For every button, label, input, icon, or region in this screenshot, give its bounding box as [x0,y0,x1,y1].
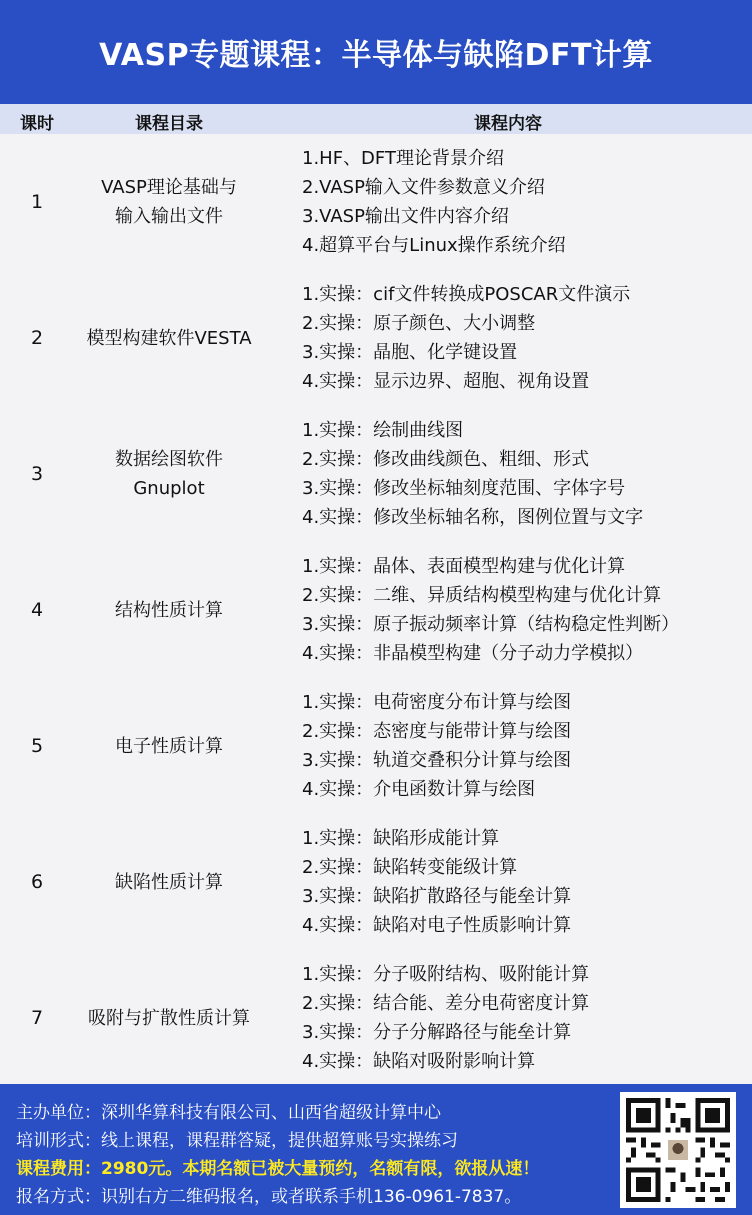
content-item: 4.实操：修改坐标轴名称，图例位置与文字 [302,507,644,528]
content-item: 4.超算平台与Linux操作系统介绍 [302,235,566,256]
column-lesson: 课时 [20,114,54,134]
signup-text: 报名方式：识别右方二维码报名，或者联系手机136-0961-7837。 [16,1187,522,1207]
content-item: 4.实操：缺陷对电子性质影响计算 [302,915,572,936]
content-item: 2.实操：二维、异质结构模型构建与优化计算 [302,585,662,606]
column-content: 课程内容 [474,114,542,134]
course-content [302,280,752,396]
directory-line: 模型构建软件VESTA [86,327,252,349]
content-item: 3.实操：修改坐标轴刻度范围、字体字号 [302,478,626,499]
table-row [0,406,752,542]
content-item: 1.HF、DFT理论背景介绍 [302,148,504,169]
course-directory [74,950,264,1086]
course-content [302,688,752,804]
table-row [0,542,752,678]
content-item: 3.实操：原子振动频率计算（结构稳定性判断） [302,614,680,635]
content-item: 3.实操：分子分解路径与能垒计算 [302,1022,572,1043]
content-item: 2.实操：结合能、差分电荷密度计算 [302,993,590,1014]
content-item: 4.实操：介电函数计算与绘图 [302,779,536,800]
content-item: 2.VASP输入文件参数意义介绍 [302,177,545,198]
content-item: 1.实操：缺陷形成能计算 [302,828,500,849]
table-row [0,814,752,950]
course-content [302,144,752,260]
column-directory: 课程目录 [135,114,203,134]
content-item: 1.实操：电荷密度分布计算与绘图 [302,692,572,713]
course-directory [74,270,264,406]
content-item: 1.实操：cif文件转换成POSCAR文件演示 [302,284,631,305]
directory-line: 电子性质计算 [115,735,223,757]
content-item: 3.实操：轨道交叠积分计算与绘图 [302,750,572,771]
lesson-number: 1 [30,191,44,213]
organizer-text: 主办单位：深圳华算科技有限公司、山西省超级计算中心 [16,1103,441,1123]
page-title: VASP专题课程：半导体与缺陷DFT计算 [99,38,653,73]
content-item: 2.实操：修改曲线颜色、粗细、形式 [302,449,590,470]
lesson-number: 2 [30,327,44,349]
directory-line: 吸附与扩散性质计算 [88,1007,250,1029]
course-directory [74,134,264,270]
format-text: 培训形式：线上课程，课程群答疑，提供超算账号实操练习 [16,1131,458,1151]
content-item: 2.实操：原子颜色、大小调整 [302,313,536,334]
content-item: 1.实操：分子吸附结构、吸附能计算 [302,964,590,985]
directory-line: 数据绘图软件 [115,449,223,470]
directory-line: 结构性质计算 [115,599,223,621]
course-content [302,824,752,940]
content-item: 3.实操：缺陷扩散路径与能垒计算 [302,886,572,907]
lesson-number: 6 [30,871,44,893]
table-row [0,134,752,270]
course-content [302,416,752,532]
directory-line: Gnuplot [133,478,205,499]
course-directory [74,406,264,542]
content-item: 1.实操：绘制曲线图 [302,420,464,441]
content-item: 4.实操：非晶模型构建（分子动力学模拟） [302,643,644,664]
lesson-number: 7 [30,1007,44,1029]
directory-line: VASP理论基础与 [101,177,237,198]
table-row [0,270,752,406]
content-item: 3.VASP输出文件内容介绍 [302,206,509,227]
table-row [0,678,752,814]
table-row [0,950,752,1086]
course-content [302,552,752,668]
course-content [302,960,752,1076]
content-item: 4.实操：缺陷对吸附影响计算 [302,1051,536,1072]
course-directory [74,678,264,814]
footer-info [0,1084,752,1215]
qr-code-graphic [626,1098,730,1202]
lesson-number: 4 [30,599,44,621]
content-item: 3.实操：晶胞、化学键设置 [302,342,518,363]
course-directory [74,542,264,678]
lesson-number: 3 [30,463,44,485]
fee-text: 课程费用：2980元。本期名额已被大量预约，名额有限，欲报从速！ [16,1159,540,1179]
content-item: 1.实操：晶体、表面模型构建与优化计算 [302,556,626,577]
lesson-number: 5 [30,735,44,757]
course-table [0,134,752,1084]
directory-line: 缺陷性质计算 [115,871,223,893]
content-item: 4.实操：显示边界、超胞、视角设置 [302,371,590,392]
content-item: 2.实操：缺陷转变能级计算 [302,857,518,878]
qr-code-icon[interactable] [620,1092,736,1208]
header [0,0,752,104]
course-directory [74,814,264,950]
column-header [0,104,752,134]
content-item: 2.实操：态密度与能带计算与绘图 [302,721,572,742]
directory-line: 输入输出文件 [115,206,223,227]
